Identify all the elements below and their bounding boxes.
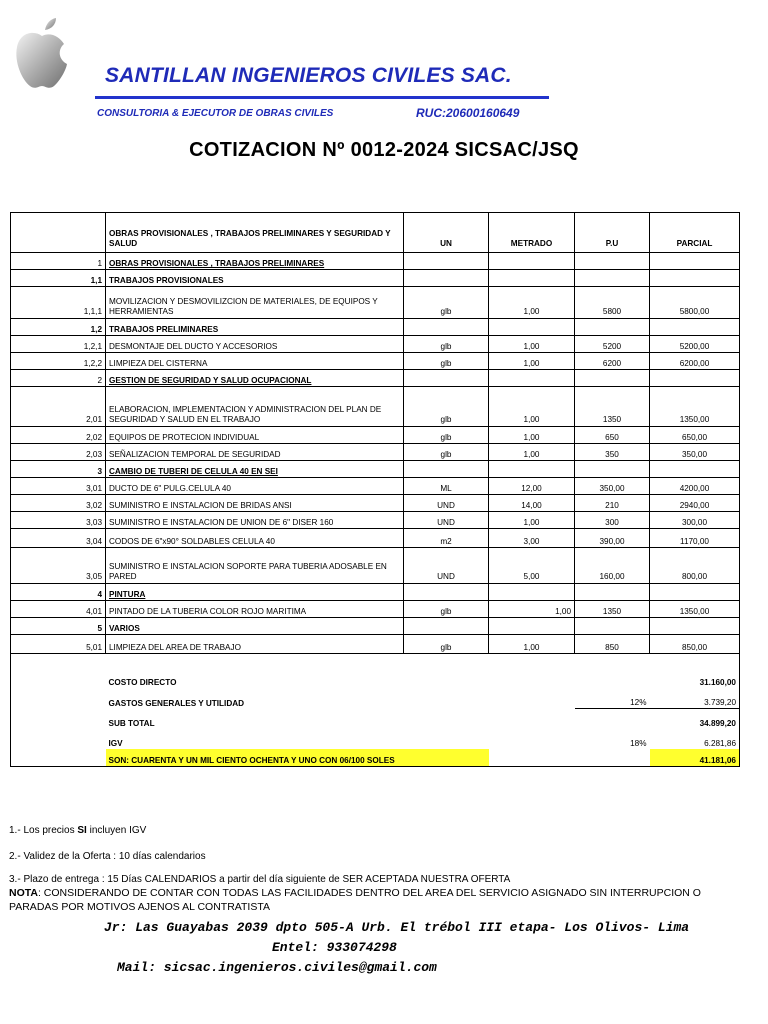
item-description: CAMBIO DE TUBERI DE CELULA 40 EN SEI	[106, 461, 404, 478]
item-un: ML	[404, 478, 489, 495]
item-description: TRABAJOS PRELIMINARES	[106, 319, 404, 336]
item-pu: 5200	[575, 336, 650, 353]
table-row	[11, 461, 740, 478]
item-parcial	[650, 618, 740, 635]
item-un: UND	[404, 512, 489, 529]
item-pu: 1350	[575, 387, 650, 427]
item-metrado	[489, 270, 575, 287]
igv-value: 6.281,86	[650, 729, 740, 749]
apple-logo-icon	[12, 14, 72, 94]
header-un: UN	[404, 213, 489, 253]
item-un	[404, 461, 489, 478]
item-un	[404, 370, 489, 387]
item-parcial	[650, 370, 740, 387]
note-1-bold: SI	[77, 825, 87, 836]
item-parcial	[650, 253, 740, 270]
item-description: SUMINISTRO E INSTALACION SOPORTE PARA TUBERIA ADOSABLE EN PARED	[106, 548, 404, 584]
subtotal-label: SUB TOTAL	[108, 719, 155, 728]
item-pu	[575, 584, 650, 601]
item-parcial	[650, 319, 740, 336]
costo-directo-label: COSTO DIRECTO	[108, 678, 177, 687]
item-parcial: 1350,00	[650, 601, 740, 618]
item-description: ELABORACION, IMPLEMENTACION Y ADMINISTRACION DEL PLAN DE SEGURIDAD Y SALUD EN EL TRABAJO	[106, 387, 404, 427]
item-pu	[575, 370, 650, 387]
item-parcial: 6200,00	[650, 353, 740, 370]
item-number: 1,2	[11, 319, 106, 336]
item-description: EQUIPOS DE PROTECION INDIVIDUAL	[106, 427, 404, 444]
table-row	[11, 548, 740, 584]
item-un	[404, 319, 489, 336]
item-un	[404, 270, 489, 287]
item-pu: 350	[575, 444, 650, 461]
item-pu	[575, 319, 650, 336]
item-description: SEÑALIZACION TEMPORAL DE SEGURIDAD	[106, 444, 404, 461]
item-number: 2	[11, 370, 106, 387]
item-pu: 390,00	[575, 529, 650, 548]
item-metrado: 1,00	[489, 387, 575, 427]
item-metrado	[489, 370, 575, 387]
item-metrado: 3,00	[489, 529, 575, 548]
item-metrado: 1,00	[489, 512, 575, 529]
item-description: VARIOS	[106, 618, 404, 635]
item-metrado: 1,00	[489, 353, 575, 370]
item-number: 3,03	[11, 512, 106, 529]
item-number: 1,2,2	[11, 353, 106, 370]
item-description: DESMONTAJE DEL DUCTO Y ACCESORIOS	[106, 336, 404, 353]
item-metrado: 1,00	[489, 427, 575, 444]
item-number: 2,03	[11, 444, 106, 461]
item-description: OBRAS PROVISIONALES , TRABAJOS PRELIMINARES	[106, 253, 404, 270]
item-un	[404, 618, 489, 635]
item-parcial	[650, 584, 740, 601]
item-pu: 300	[575, 512, 650, 529]
item-number: 3,01	[11, 478, 106, 495]
gastos-percent: 12%	[575, 688, 650, 709]
item-pu: 6200	[575, 353, 650, 370]
summary-row-igv	[11, 729, 740, 749]
table-header-row	[11, 213, 740, 253]
table-row	[11, 635, 740, 654]
company-subtitle: CONSULTORIA & EJECUTOR DE OBRAS CIVILES	[97, 108, 334, 119]
table-row	[11, 319, 740, 336]
note-1	[9, 825, 146, 836]
item-description: DUCTO DE 6" PULG.CELULA 40	[106, 478, 404, 495]
item-metrado: 14,00	[489, 495, 575, 512]
item-un: glb	[404, 444, 489, 461]
item-pu: 350,00	[575, 478, 650, 495]
item-description: LIMPIEZA DEL AREA DE TRABAJO	[106, 635, 404, 654]
item-parcial: 5800,00	[650, 287, 740, 319]
item-description: PINTURA	[106, 584, 404, 601]
header-pu: P.U	[575, 213, 650, 253]
nota-text: : CONSIDERANDO DE CONTAR CON TODAS LAS FACILIDADES DENTRO DEL AREA DEL SERVICIO ASIGNADO SIN INTERRUPCION O PARADAS POR MOTIVOS AJENOS AL CONTRATISTA	[9, 887, 701, 913]
item-parcial: 800,00	[650, 548, 740, 584]
item-parcial: 650,00	[650, 427, 740, 444]
table-row	[11, 387, 740, 427]
item-un: glb	[404, 353, 489, 370]
item-number: 1,1	[11, 270, 106, 287]
table-row	[11, 253, 740, 270]
nota-label: NOTA	[9, 887, 38, 899]
item-number: 4,01	[11, 601, 106, 618]
header-item	[11, 213, 106, 253]
summary-row-total	[11, 749, 740, 767]
note-1-suffix: incluyen IGV	[86, 825, 147, 836]
summary-row-gastos	[11, 688, 740, 709]
item-number: 3	[11, 461, 106, 478]
item-un: glb	[404, 635, 489, 654]
item-metrado: 1,00	[489, 287, 575, 319]
table-row	[11, 618, 740, 635]
item-number: 5,01	[11, 635, 106, 654]
table-row	[11, 287, 740, 319]
document-title: COTIZACION Nº 0012-2024 SICSAC/JSQ	[189, 139, 579, 161]
header-metrado: METRADO	[489, 213, 575, 253]
item-number: 3,04	[11, 529, 106, 548]
item-metrado	[489, 253, 575, 270]
item-pu: 210	[575, 495, 650, 512]
table-row	[11, 601, 740, 618]
table-row	[11, 584, 740, 601]
item-parcial: 850,00	[650, 635, 740, 654]
table-row	[11, 353, 740, 370]
item-un: glb	[404, 336, 489, 353]
igv-label: IGV	[108, 739, 123, 748]
item-metrado	[489, 319, 575, 336]
table-row	[11, 444, 740, 461]
item-number: 2,02	[11, 427, 106, 444]
item-parcial: 4200,00	[650, 478, 740, 495]
item-pu: 5800	[575, 287, 650, 319]
total-value: 41.181,06	[650, 749, 740, 767]
item-metrado: 1,00	[489, 336, 575, 353]
gastos-label: GASTOS GENERALES Y UTILIDAD	[108, 698, 245, 708]
item-pu: 650	[575, 427, 650, 444]
item-description: PINTADO DE LA TUBERIA COLOR ROJO MARITIMA	[106, 601, 404, 618]
item-description: LIMPIEZA DEL CISTERNA	[106, 353, 404, 370]
table-row	[11, 529, 740, 548]
item-metrado: 1,00	[489, 635, 575, 654]
footer-phone: Entel: 933074298	[272, 940, 397, 955]
note-1-prefix: 1.- Los precios	[9, 825, 78, 836]
item-un: UND	[404, 548, 489, 584]
item-pu	[575, 253, 650, 270]
item-parcial: 350,00	[650, 444, 740, 461]
item-un	[404, 253, 489, 270]
item-metrado: 1,00	[489, 601, 575, 618]
header-parcial: PARCIAL	[650, 213, 740, 253]
gastos-value: 3.739,20	[650, 688, 740, 709]
note-2: 2.- Validez de la Oferta : 10 días calendarios	[9, 851, 206, 862]
item-metrado	[489, 584, 575, 601]
item-un: glb	[404, 601, 489, 618]
igv-percent: 18%	[630, 739, 647, 748]
table-row	[11, 370, 740, 387]
item-parcial: 5200,00	[650, 336, 740, 353]
table-row	[11, 495, 740, 512]
item-description: TRABAJOS PROVISIONALES	[106, 270, 404, 287]
item-parcial: 1170,00	[650, 529, 740, 548]
item-number: 4	[11, 584, 106, 601]
table-row	[11, 478, 740, 495]
item-un: glb	[404, 427, 489, 444]
item-parcial: 2940,00	[650, 495, 740, 512]
item-un: m2	[404, 529, 489, 548]
footer-address: Jr: Las Guayabas 2039 dpto 505-A Urb. El trébol III etapa- Los Olivos- Lima	[104, 920, 690, 935]
table-row	[11, 427, 740, 444]
note-3: 3.- Plazo de entrega : 15 Días CALENDARIOS a partir del día siguiente de SER ACEPTADA NUESTRA OFERTA	[9, 874, 511, 885]
company-ruc: RUC:20600160649	[416, 106, 520, 120]
item-description: SUMINISTRO E INSTALACION DE BRIDAS ANSI	[106, 495, 404, 512]
item-metrado: 1,00	[489, 444, 575, 461]
item-pu	[575, 270, 650, 287]
item-un: glb	[404, 387, 489, 427]
subtotal-value: 34.899,20	[650, 709, 740, 730]
quotation-table	[10, 212, 740, 767]
table-row	[11, 512, 740, 529]
item-metrado: 12,00	[489, 478, 575, 495]
summary-row-costo-directo	[11, 654, 740, 689]
header-description: OBRAS PROVISIONALES , TRABAJOS PRELIMINARES Y SEGURIDAD Y SALUD	[106, 213, 404, 253]
item-un	[404, 584, 489, 601]
item-number: 5	[11, 618, 106, 635]
item-description: SUMINISTRO E INSTALACION DE UNION DE 6" DISER 160	[106, 512, 404, 529]
item-pu: 160,00	[575, 548, 650, 584]
table-row	[11, 336, 740, 353]
item-parcial	[650, 270, 740, 287]
company-underline	[95, 96, 549, 99]
item-number: 1,1,1	[11, 287, 106, 319]
item-number: 3,02	[11, 495, 106, 512]
total-in-words: SON: CUARENTA Y UN MIL CIENTO OCHENTA Y UNO CON 06/100 SOLES	[106, 749, 489, 767]
item-description: MOVILIZACION Y DESMOVILIZCION DE MATERIALES, DE EQUIPOS Y HERRAMIENTAS	[106, 287, 404, 319]
item-un: UND	[404, 495, 489, 512]
item-number: 1	[11, 253, 106, 270]
footer-mail: Mail: sicsac.ingenieros.civiles@gmail.com	[117, 960, 437, 975]
summary-row-subtotal	[11, 709, 740, 730]
table-row	[11, 270, 740, 287]
item-metrado	[489, 461, 575, 478]
item-pu: 1350	[575, 601, 650, 618]
item-metrado	[489, 618, 575, 635]
item-description: CODOS DE 6"x90° SOLDABLES CELULA 40	[106, 529, 404, 548]
costo-directo-value: 31.160,00	[650, 654, 740, 689]
item-metrado: 5,00	[489, 548, 575, 584]
item-number: 1,2,1	[11, 336, 106, 353]
item-pu	[575, 461, 650, 478]
item-pu	[575, 618, 650, 635]
item-parcial: 300,00	[650, 512, 740, 529]
nota	[9, 886, 739, 914]
item-parcial: 1350,00	[650, 387, 740, 427]
item-description: GESTION DE SEGURIDAD Y SALUD OCUPACIONAL	[106, 370, 404, 387]
item-number: 3,05	[11, 548, 106, 584]
item-number: 2,01	[11, 387, 106, 427]
item-un: glb	[404, 287, 489, 319]
item-parcial	[650, 461, 740, 478]
company-name: SANTILLAN INGENIEROS CIVILES SAC.	[105, 64, 512, 87]
item-pu: 850	[575, 635, 650, 654]
